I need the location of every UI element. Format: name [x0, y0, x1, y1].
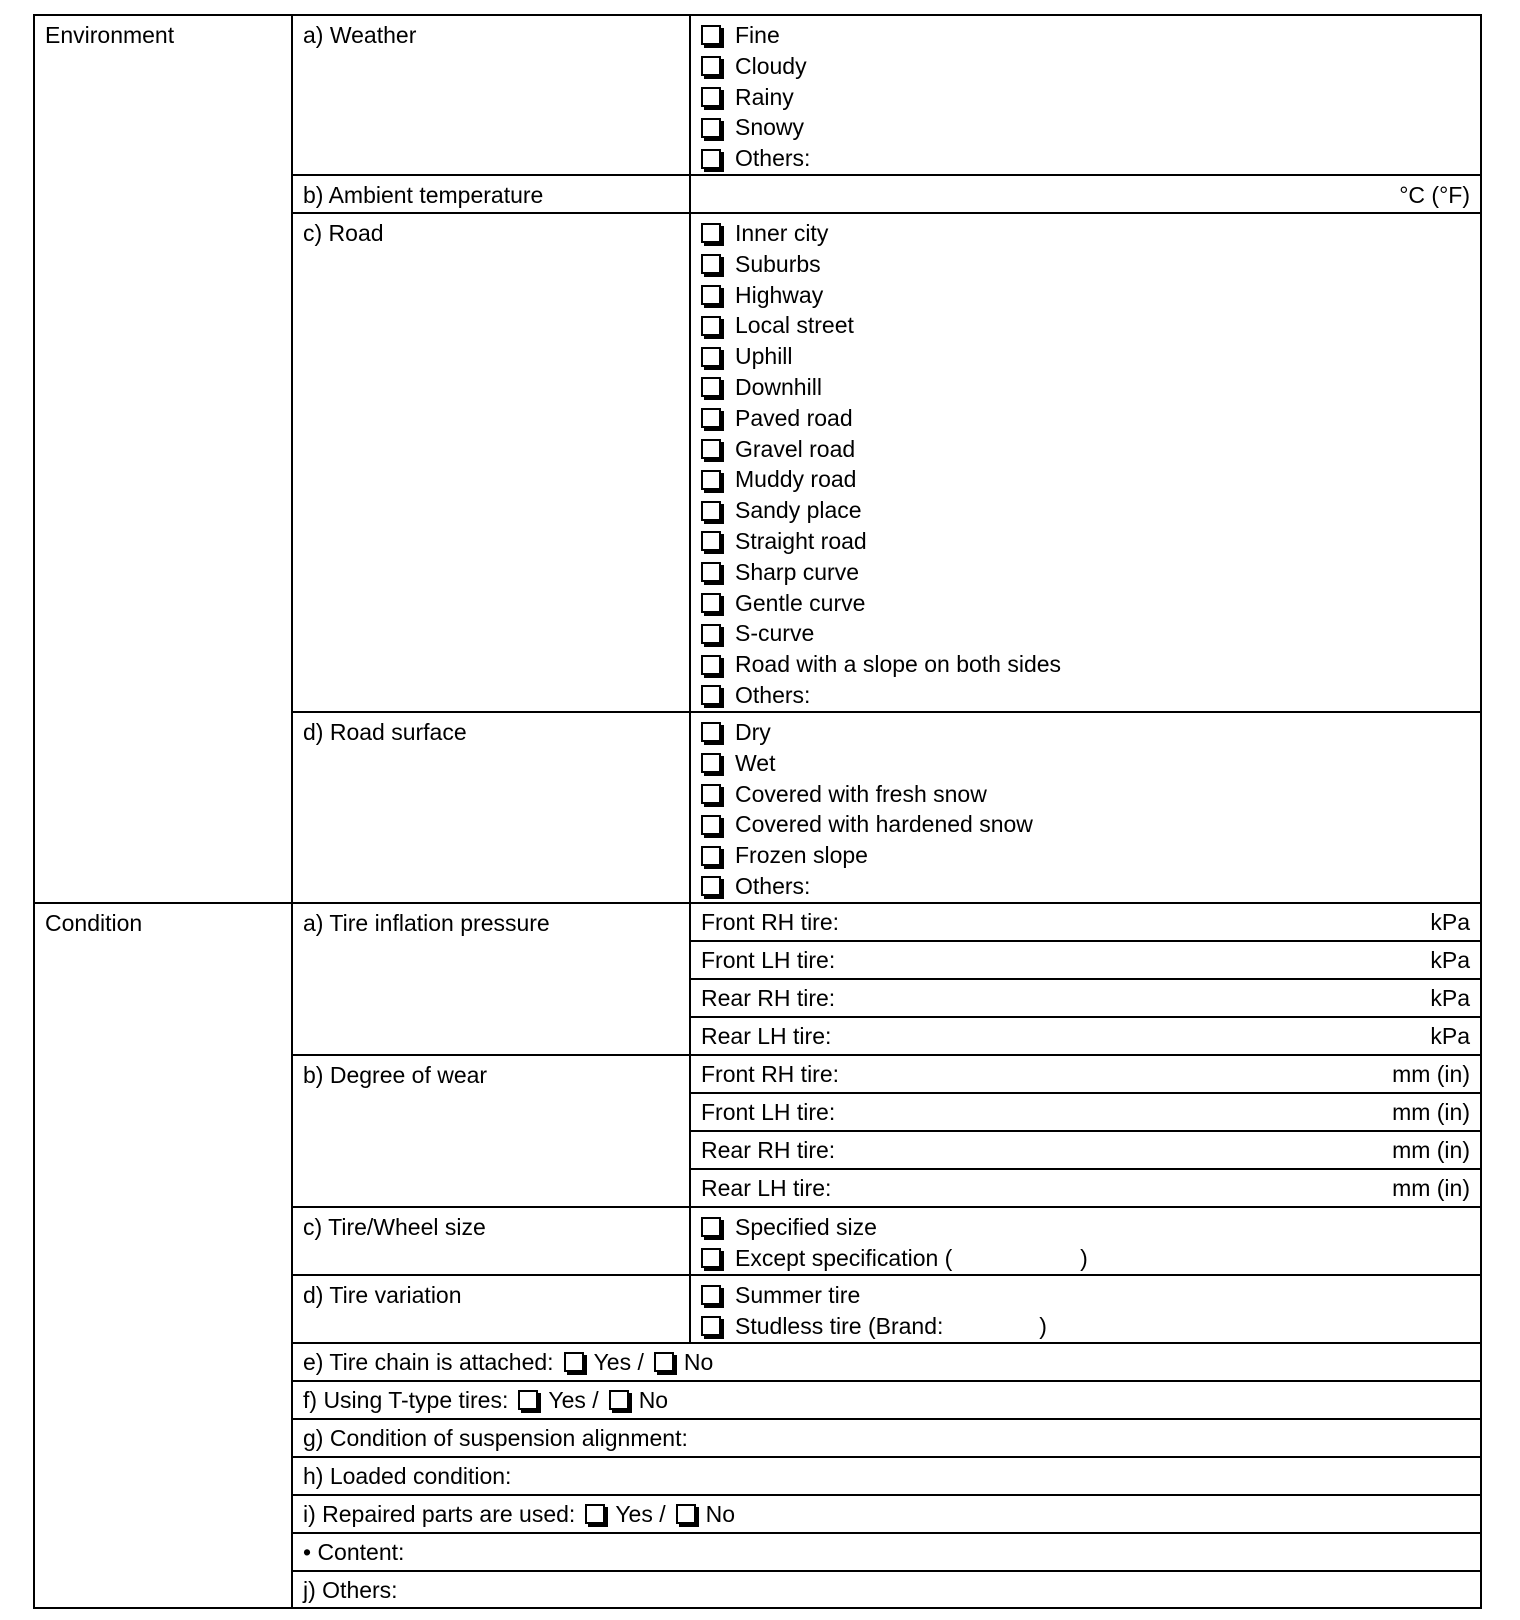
checkbox-option[interactable] [701, 779, 1470, 810]
pressure-field[interactable] [690, 979, 1481, 1017]
checkbox-option[interactable] [701, 1243, 1470, 1274]
no-label: No [638, 1387, 669, 1413]
checkbox-option[interactable] [701, 464, 1470, 495]
repaired-label: i) Repaired parts are used: [303, 1501, 576, 1527]
checkbox-option[interactable] [701, 871, 1470, 902]
option-label: Sandy place [735, 497, 862, 524]
option-label: Fine [735, 22, 780, 48]
option-label: Highway [735, 281, 824, 308]
checkbox-icon[interactable] [701, 408, 721, 428]
unit: mm (in) [1392, 1099, 1470, 1125]
checkbox-option[interactable] [701, 403, 1470, 434]
yes-label: Yes / [548, 1387, 599, 1413]
yes-label: Yes / [593, 1349, 644, 1375]
checkbox-option[interactable] [701, 809, 1470, 840]
checkbox-no[interactable] [676, 1504, 696, 1524]
checkbox-option[interactable] [701, 840, 1470, 871]
checkbox-icon[interactable] [701, 87, 721, 107]
checkbox-option[interactable] [701, 1311, 1470, 1342]
checkbox-option[interactable] [701, 526, 1470, 557]
checkbox-icon[interactable] [701, 1217, 721, 1237]
checkbox-no[interactable] [609, 1390, 629, 1410]
surface-options [690, 712, 1481, 903]
checkbox-yes[interactable] [564, 1352, 584, 1372]
others-row[interactable]: j) Others: [292, 1571, 1481, 1608]
checkbox-option[interactable] [701, 249, 1470, 280]
pressure-field[interactable] [690, 941, 1481, 979]
option-label: Covered with fresh snow [735, 780, 987, 807]
checkbox-option[interactable] [701, 20, 1470, 51]
checkbox-icon[interactable] [701, 562, 721, 582]
option-label: Local street [735, 312, 854, 339]
checkbox-option[interactable] [701, 1280, 1470, 1311]
repaired-row [292, 1495, 1481, 1533]
wear-field[interactable] [690, 1093, 1481, 1131]
tire-label: Front RH tire: [701, 1061, 840, 1087]
option-label: Uphill [735, 343, 793, 370]
alignment-row[interactable]: g) Condition of suspension alignment: [292, 1419, 1481, 1457]
option-label: Summer tire [735, 1282, 861, 1308]
unit: kPa [1430, 909, 1470, 935]
option-label: Frozen slope [735, 842, 868, 869]
tire-label: Front RH tire: [701, 909, 840, 935]
chain-row [292, 1343, 1481, 1381]
option-label: Dry [735, 719, 771, 745]
option-label: Others: [735, 872, 811, 899]
checkbox-icon[interactable] [701, 655, 721, 675]
temperature-label: b) Ambient temperature [292, 175, 690, 213]
loaded-row[interactable]: h) Loaded condition: [292, 1457, 1481, 1495]
ttype-label: f) Using T-type tires: [303, 1387, 509, 1413]
checkbox-icon[interactable] [701, 593, 721, 613]
option-label: Gentle curve [735, 589, 866, 616]
unit: kPa [1430, 985, 1470, 1011]
checkbox-icon[interactable] [701, 149, 721, 169]
unit: mm (in) [1392, 1137, 1470, 1163]
option-label: Gravel road [735, 435, 856, 462]
checkbox-option[interactable] [701, 495, 1470, 526]
checkbox-option[interactable] [701, 143, 1470, 174]
tire-label: Rear LH tire: [701, 1023, 832, 1049]
wear-field[interactable] [690, 1055, 1481, 1093]
weather-options [690, 15, 1481, 175]
checkbox-option[interactable] [701, 218, 1470, 249]
chain-label: e) Tire chain is attached: [303, 1349, 554, 1375]
road-label: c) Road [292, 213, 690, 712]
option-label: Road with a slope on both sides [735, 651, 1062, 678]
option-label: Snowy [735, 114, 805, 141]
no-label: No [705, 1501, 736, 1527]
option-label: Wet [735, 749, 776, 776]
checkbox-option[interactable] [701, 310, 1470, 341]
tire-label: Front LH tire: [701, 947, 836, 973]
option-label: Except specification ( ) [735, 1244, 1088, 1271]
checkbox-icon[interactable] [701, 1285, 721, 1305]
unit: kPa [1430, 947, 1470, 973]
checkbox-option[interactable] [701, 1212, 1470, 1243]
unit: mm (in) [1392, 1061, 1470, 1087]
checkbox-icon[interactable] [701, 56, 721, 76]
pressure-label: a) Tire inflation pressure [292, 903, 690, 1055]
checkbox-icon[interactable] [701, 377, 721, 397]
ttype-row [292, 1381, 1481, 1419]
checkbox-icon[interactable] [701, 846, 721, 866]
variation-options [690, 1275, 1481, 1343]
option-label: Cloudy [735, 52, 807, 79]
checkbox-option[interactable] [701, 649, 1470, 680]
checkbox-option[interactable] [701, 82, 1470, 113]
checkbox-icon[interactable] [701, 470, 721, 490]
checkbox-icon[interactable] [701, 285, 721, 305]
variation-label: d) Tire variation [292, 1275, 690, 1343]
size-label: c) Tire/Wheel size [292, 1207, 690, 1275]
checkbox-option[interactable] [701, 372, 1470, 403]
unit: kPa [1430, 1023, 1470, 1049]
checkbox-icon[interactable] [701, 223, 721, 243]
tire-label: Rear LH tire: [701, 1175, 832, 1201]
no-label: No [683, 1349, 714, 1375]
content-row[interactable]: • Content: [292, 1533, 1481, 1571]
temperature-unit: °C (°F) [1399, 182, 1470, 208]
tire-label: Rear RH tire: [701, 1137, 836, 1163]
checkbox-icon[interactable] [701, 685, 721, 705]
option-label: Sharp curve [735, 558, 860, 585]
checkbox-icon[interactable] [701, 876, 721, 896]
checkbox-no[interactable] [654, 1352, 674, 1372]
tire-label: Front LH tire: [701, 1099, 836, 1125]
tire-label: Rear RH tire: [701, 985, 836, 1011]
option-label: Paved road [735, 404, 853, 431]
wear-field[interactable] [690, 1169, 1481, 1207]
checkbox-icon[interactable] [701, 753, 721, 773]
checkbox-icon[interactable] [701, 722, 721, 742]
wear-field[interactable] [690, 1131, 1481, 1169]
checkbox-option[interactable] [701, 557, 1470, 588]
option-label: S-curve [735, 620, 815, 647]
checkbox-option[interactable] [701, 588, 1470, 619]
option-label: Straight road [735, 527, 867, 554]
checkbox-option[interactable] [701, 680, 1470, 711]
temperature-field[interactable] [690, 175, 1481, 213]
checkbox-icon[interactable] [701, 347, 721, 367]
option-label: Rainy [735, 83, 794, 110]
checkbox-icon[interactable] [701, 784, 721, 804]
option-label: Studless tire (Brand: ) [735, 1312, 1047, 1339]
option-label: Downhill [735, 373, 822, 400]
option-label: Others: [735, 145, 811, 172]
wear-label: b) Degree of wear [292, 1055, 690, 1207]
checkbox-option[interactable] [701, 434, 1470, 465]
pressure-field[interactable] [690, 903, 1481, 941]
checkbox-icon[interactable] [701, 316, 721, 336]
option-label: Covered with hardened snow [735, 811, 1033, 838]
option-label: Others: [735, 681, 811, 708]
checkbox-icon[interactable] [701, 815, 721, 835]
checkbox-option[interactable] [701, 748, 1470, 779]
checkbox-yes[interactable] [518, 1390, 538, 1410]
checkbox-option[interactable] [701, 280, 1470, 311]
section-environment: Environment [34, 15, 292, 903]
checkbox-icon[interactable] [701, 1316, 721, 1336]
checkbox-icon[interactable] [701, 1248, 721, 1268]
checkbox-option[interactable] [701, 618, 1470, 649]
road-options [690, 213, 1481, 712]
diagnosis-form-table [33, 14, 1482, 1609]
checkbox-option[interactable] [701, 717, 1470, 748]
checkbox-icon[interactable] [701, 25, 721, 45]
weather-label: a) Weather [292, 15, 690, 175]
option-label: Muddy road [735, 466, 857, 493]
option-label: Inner city [735, 220, 829, 246]
checkbox-icon[interactable] [701, 118, 721, 138]
checkbox-option[interactable] [701, 112, 1470, 143]
checkbox-option[interactable] [701, 341, 1470, 372]
surface-label: d) Road surface [292, 712, 690, 903]
option-label: Specified size [735, 1214, 877, 1240]
size-options [690, 1207, 1481, 1275]
pressure-field[interactable] [690, 1017, 1481, 1055]
checkbox-icon[interactable] [701, 501, 721, 521]
option-label: Suburbs [735, 250, 821, 277]
checkbox-icon[interactable] [701, 624, 721, 644]
checkbox-icon[interactable] [701, 439, 721, 459]
checkbox-icon[interactable] [701, 254, 721, 274]
checkbox-icon[interactable] [701, 531, 721, 551]
yes-label: Yes / [615, 1501, 666, 1527]
unit: mm (in) [1392, 1175, 1470, 1201]
section-condition: Condition [34, 903, 292, 1608]
checkbox-option[interactable] [701, 51, 1470, 82]
checkbox-yes[interactable] [585, 1504, 605, 1524]
